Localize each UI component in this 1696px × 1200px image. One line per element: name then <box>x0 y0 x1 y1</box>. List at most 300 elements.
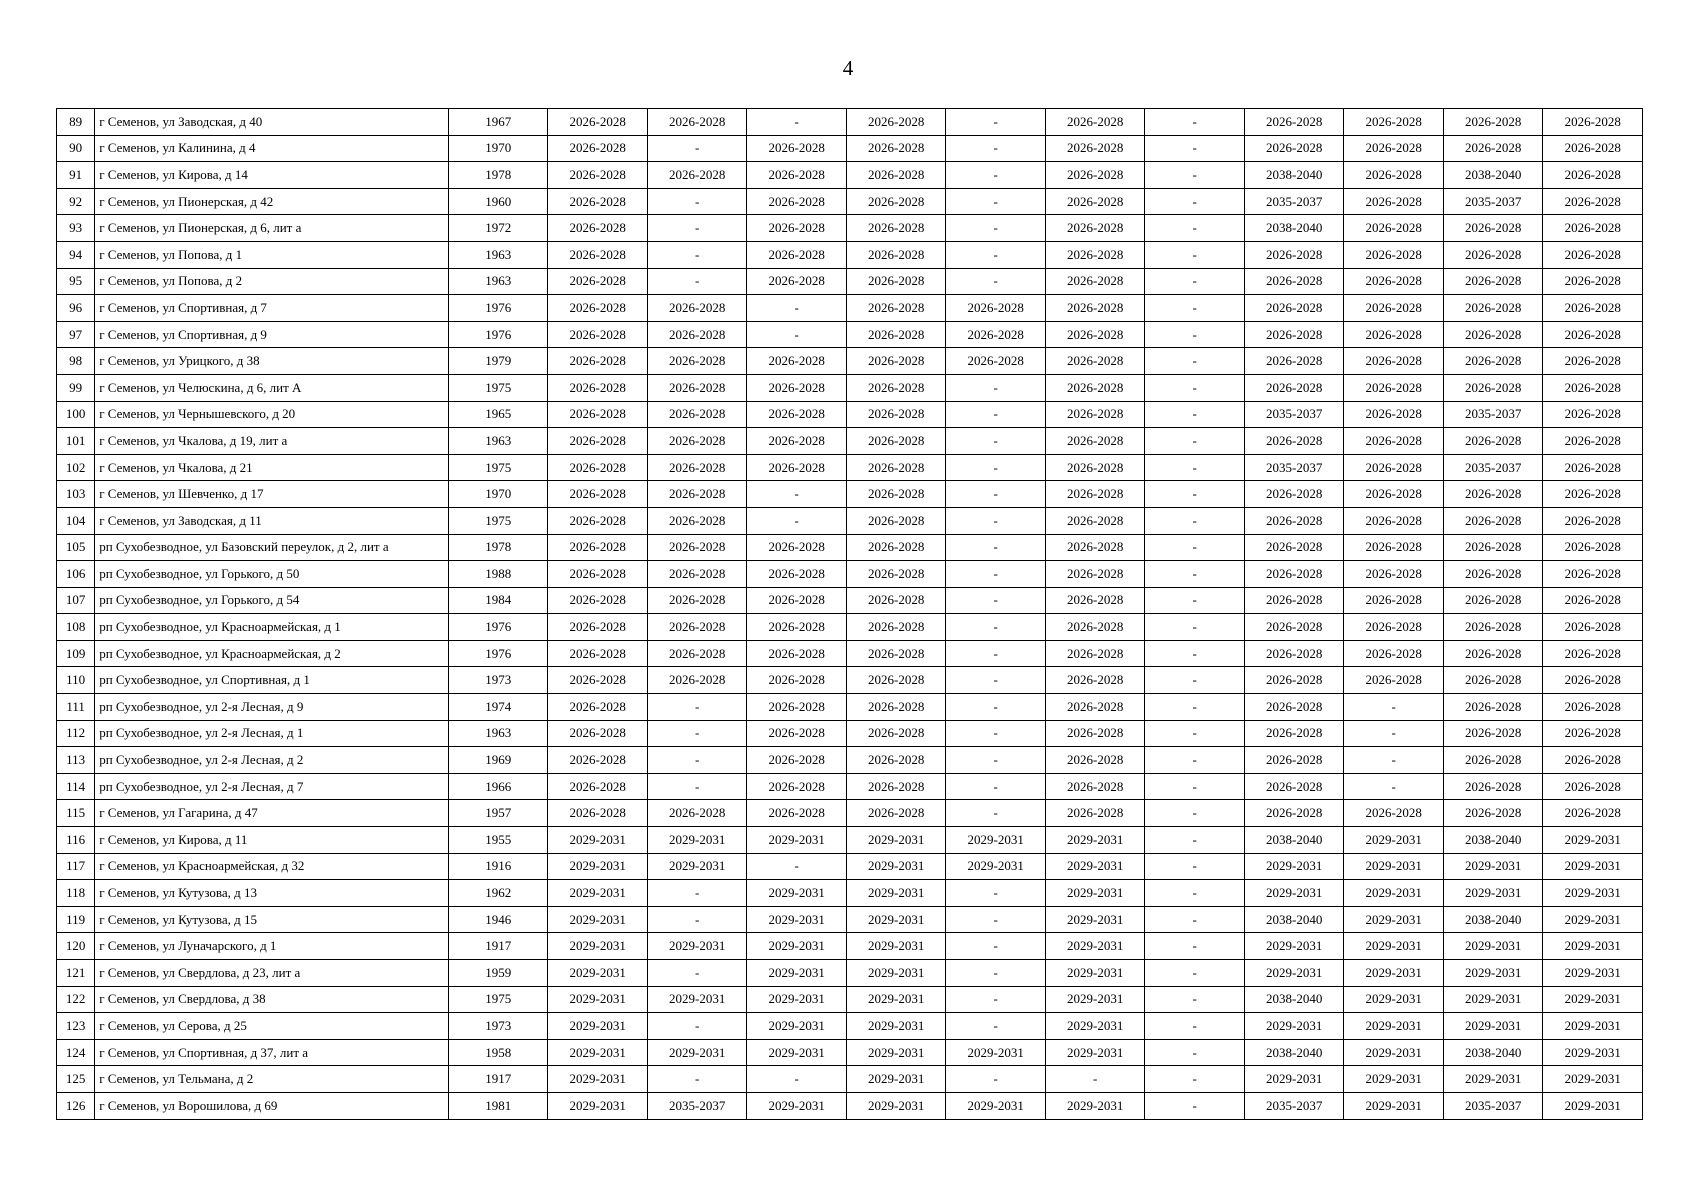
table-row <box>57 454 1643 481</box>
term-cell-6: 2029-2031 <box>1045 906 1145 933</box>
term-cell-5: 2029-2031 <box>946 853 1046 880</box>
row-number-cell: 115 <box>57 800 95 827</box>
term-cell-1: 2026-2028 <box>548 348 648 375</box>
build-year-cell: 1974 <box>448 694 548 721</box>
term-cell-1: 2029-2031 <box>548 880 648 907</box>
term-cell-3: 2026-2028 <box>747 268 847 295</box>
term-cell-1: 2029-2031 <box>548 1039 648 1066</box>
table-row <box>57 694 1643 721</box>
address-cell: рп Сухобезводное, ул 2-я Лесная, д 9 <box>95 694 449 721</box>
address-cell: рп Сухобезводное, ул 2-я Лесная, д 7 <box>95 773 449 800</box>
term-cell-9: 2026-2028 <box>1344 188 1444 215</box>
term-cell-6: 2029-2031 <box>1045 933 1145 960</box>
term-cell-5: - <box>946 773 1046 800</box>
term-cell-3: 2026-2028 <box>747 773 847 800</box>
term-cell-9: - <box>1344 720 1444 747</box>
term-cell-10: 2026-2028 <box>1443 428 1543 455</box>
build-year-cell: 1962 <box>448 880 548 907</box>
term-cell-8: 2035-2037 <box>1244 401 1344 428</box>
term-cell-4: 2026-2028 <box>846 534 946 561</box>
term-cell-9: 2029-2031 <box>1344 880 1444 907</box>
address-cell: рп Сухобезводное, ул Горького, д 54 <box>95 587 449 614</box>
term-cell-5: 2026-2028 <box>946 348 1046 375</box>
term-cell-1: 2026-2028 <box>548 534 648 561</box>
term-cell-2: 2035-2037 <box>647 1092 747 1119</box>
term-cell-1: 2029-2031 <box>548 1092 648 1119</box>
term-cell-11: 2026-2028 <box>1543 773 1643 800</box>
term-cell-8: 2026-2028 <box>1244 348 1344 375</box>
term-cell-8: 2035-2037 <box>1244 454 1344 481</box>
term-cell-5: - <box>946 880 1046 907</box>
row-number-cell: 91 <box>57 162 95 189</box>
term-cell-8: 2026-2028 <box>1244 561 1344 588</box>
term-cell-7: - <box>1145 720 1245 747</box>
row-number-cell: 122 <box>57 986 95 1013</box>
term-cell-1: 2026-2028 <box>548 561 648 588</box>
build-year-cell: 1960 <box>448 188 548 215</box>
term-cell-2: 2026-2028 <box>647 561 747 588</box>
term-cell-11: 2029-2031 <box>1543 880 1643 907</box>
term-cell-9: 2026-2028 <box>1344 374 1444 401</box>
term-cell-3: 2026-2028 <box>747 800 847 827</box>
term-cell-3: 2026-2028 <box>747 162 847 189</box>
row-number-cell: 125 <box>57 1066 95 1093</box>
term-cell-7: - <box>1145 507 1245 534</box>
term-cell-10: 2026-2028 <box>1443 374 1543 401</box>
row-number-cell: 126 <box>57 1092 95 1119</box>
row-number-cell: 102 <box>57 454 95 481</box>
term-cell-3: 2026-2028 <box>747 454 847 481</box>
term-cell-8: 2038-2040 <box>1244 1039 1344 1066</box>
term-cell-2: - <box>647 188 747 215</box>
term-cell-11: 2026-2028 <box>1543 109 1643 136</box>
row-number-cell: 97 <box>57 321 95 348</box>
term-cell-6: 2026-2028 <box>1045 773 1145 800</box>
term-cell-11: 2026-2028 <box>1543 534 1643 561</box>
term-cell-2: - <box>647 694 747 721</box>
term-cell-4: 2029-2031 <box>846 1039 946 1066</box>
term-cell-5: - <box>946 534 1046 561</box>
term-cell-9: 2026-2028 <box>1344 321 1444 348</box>
build-year-cell: 1978 <box>448 534 548 561</box>
table-row <box>57 1092 1643 1119</box>
term-cell-6: 2026-2028 <box>1045 321 1145 348</box>
build-year-cell: 1963 <box>448 720 548 747</box>
term-cell-5: - <box>946 241 1046 268</box>
term-cell-1: 2026-2028 <box>548 188 648 215</box>
term-cell-1: 2026-2028 <box>548 162 648 189</box>
term-cell-4: 2029-2031 <box>846 933 946 960</box>
term-cell-3: 2026-2028 <box>747 374 847 401</box>
term-cell-2: 2026-2028 <box>647 162 747 189</box>
term-cell-1: 2029-2031 <box>548 986 648 1013</box>
term-cell-2: 2026-2028 <box>647 800 747 827</box>
row-number-cell: 108 <box>57 614 95 641</box>
term-cell-11: 2026-2028 <box>1543 401 1643 428</box>
build-year-cell: 1946 <box>448 906 548 933</box>
term-cell-7: - <box>1145 401 1245 428</box>
term-cell-8: 2026-2028 <box>1244 800 1344 827</box>
table-row <box>57 827 1643 854</box>
term-cell-8: 2026-2028 <box>1244 694 1344 721</box>
term-cell-10: 2026-2028 <box>1443 534 1543 561</box>
term-cell-4: 2026-2028 <box>846 348 946 375</box>
term-cell-3: 2029-2031 <box>747 986 847 1013</box>
term-cell-6: 2026-2028 <box>1045 162 1145 189</box>
term-cell-2: - <box>647 268 747 295</box>
address-cell: г Семенов, ул Пионерская, д 6, лит а <box>95 215 449 242</box>
term-cell-3: 2029-2031 <box>747 933 847 960</box>
term-cell-3: 2029-2031 <box>747 880 847 907</box>
term-cell-9: 2026-2028 <box>1344 348 1444 375</box>
term-cell-11: 2026-2028 <box>1543 374 1643 401</box>
build-year-cell: 1972 <box>448 215 548 242</box>
table-row <box>57 667 1643 694</box>
table-row <box>57 374 1643 401</box>
build-year-cell: 1976 <box>448 295 548 322</box>
term-cell-6: 2026-2028 <box>1045 188 1145 215</box>
address-cell: г Семенов, ул Ворошилова, д 69 <box>95 1092 449 1119</box>
term-cell-4: 2026-2028 <box>846 374 946 401</box>
term-cell-2: 2026-2028 <box>647 109 747 136</box>
term-cell-10: 2026-2028 <box>1443 109 1543 136</box>
term-cell-3: 2026-2028 <box>747 720 847 747</box>
term-cell-4: 2026-2028 <box>846 162 946 189</box>
row-number-cell: 105 <box>57 534 95 561</box>
address-cell: г Семенов, ул Попова, д 2 <box>95 268 449 295</box>
row-number-cell: 96 <box>57 295 95 322</box>
houses-schedule-table <box>56 108 1643 1120</box>
term-cell-11: 2029-2031 <box>1543 1092 1643 1119</box>
term-cell-5: - <box>946 933 1046 960</box>
row-number-cell: 95 <box>57 268 95 295</box>
term-cell-5: - <box>946 481 1046 508</box>
term-cell-11: 2029-2031 <box>1543 906 1643 933</box>
term-cell-9: 2026-2028 <box>1344 507 1444 534</box>
term-cell-11: 2029-2031 <box>1543 1013 1643 1040</box>
row-number-cell: 109 <box>57 640 95 667</box>
term-cell-7: - <box>1145 640 1245 667</box>
address-cell: г Семенов, ул Свердлова, д 38 <box>95 986 449 1013</box>
term-cell-2: - <box>647 1013 747 1040</box>
term-cell-11: 2026-2028 <box>1543 428 1643 455</box>
term-cell-9: 2029-2031 <box>1344 827 1444 854</box>
term-cell-3: 2026-2028 <box>747 401 847 428</box>
term-cell-10: 2026-2028 <box>1443 667 1543 694</box>
row-number-cell: 92 <box>57 188 95 215</box>
address-cell: г Семенов, ул Луначарского, д 1 <box>95 933 449 960</box>
term-cell-1: 2026-2028 <box>548 667 648 694</box>
term-cell-5: - <box>946 428 1046 455</box>
term-cell-10: 2026-2028 <box>1443 321 1543 348</box>
term-cell-7: - <box>1145 1092 1245 1119</box>
term-cell-4: 2026-2028 <box>846 428 946 455</box>
term-cell-11: 2026-2028 <box>1543 188 1643 215</box>
row-number-cell: 123 <box>57 1013 95 1040</box>
table-row <box>57 800 1643 827</box>
row-number-cell: 120 <box>57 933 95 960</box>
term-cell-2: 2026-2028 <box>647 295 747 322</box>
term-cell-5: - <box>946 906 1046 933</box>
term-cell-11: 2026-2028 <box>1543 640 1643 667</box>
term-cell-1: 2026-2028 <box>548 640 648 667</box>
term-cell-6: 2026-2028 <box>1045 348 1145 375</box>
address-cell: г Семенов, ул Кирова, д 14 <box>95 162 449 189</box>
term-cell-5: - <box>946 401 1046 428</box>
term-cell-9: 2026-2028 <box>1344 667 1444 694</box>
term-cell-6: 2026-2028 <box>1045 800 1145 827</box>
term-cell-11: 2029-2031 <box>1543 1039 1643 1066</box>
table-row <box>57 188 1643 215</box>
row-number-cell: 90 <box>57 135 95 162</box>
term-cell-3: - <box>747 295 847 322</box>
address-cell: г Семенов, ул Чкалова, д 19, лит а <box>95 428 449 455</box>
term-cell-9: 2026-2028 <box>1344 215 1444 242</box>
term-cell-3: 2029-2031 <box>747 827 847 854</box>
row-number-cell: 107 <box>57 587 95 614</box>
table-row <box>57 587 1643 614</box>
term-cell-10: 2026-2028 <box>1443 241 1543 268</box>
term-cell-1: 2026-2028 <box>548 747 648 774</box>
page-number: 4 <box>842 56 854 80</box>
term-cell-11: 2026-2028 <box>1543 454 1643 481</box>
term-cell-1: 2029-2031 <box>548 1013 648 1040</box>
term-cell-7: - <box>1145 906 1245 933</box>
term-cell-10: 2029-2031 <box>1443 1066 1543 1093</box>
term-cell-9: 2029-2031 <box>1344 933 1444 960</box>
term-cell-3: 2026-2028 <box>747 667 847 694</box>
address-cell: г Семенов, ул Пионерская, д 42 <box>95 188 449 215</box>
row-number-cell: 100 <box>57 401 95 428</box>
term-cell-4: 2026-2028 <box>846 241 946 268</box>
term-cell-11: 2029-2031 <box>1543 960 1643 987</box>
term-cell-2: 2026-2028 <box>647 667 747 694</box>
table-row <box>57 880 1643 907</box>
term-cell-1: 2026-2028 <box>548 800 648 827</box>
term-cell-7: - <box>1145 1039 1245 1066</box>
term-cell-5: - <box>946 109 1046 136</box>
term-cell-9: 2026-2028 <box>1344 295 1444 322</box>
table-row <box>57 109 1643 136</box>
term-cell-7: - <box>1145 561 1245 588</box>
term-cell-10: 2026-2028 <box>1443 268 1543 295</box>
term-cell-8: 2026-2028 <box>1244 614 1344 641</box>
term-cell-11: 2026-2028 <box>1543 215 1643 242</box>
term-cell-2: 2029-2031 <box>647 933 747 960</box>
row-number-cell: 110 <box>57 667 95 694</box>
row-number-cell: 124 <box>57 1039 95 1066</box>
table-row <box>57 321 1643 348</box>
term-cell-2: 2026-2028 <box>647 428 747 455</box>
term-cell-10: 2026-2028 <box>1443 720 1543 747</box>
term-cell-3: 2026-2028 <box>747 694 847 721</box>
table-row <box>57 561 1643 588</box>
build-year-cell: 1970 <box>448 135 548 162</box>
term-cell-9: 2029-2031 <box>1344 1039 1444 1066</box>
term-cell-7: - <box>1145 454 1245 481</box>
table-row <box>57 720 1643 747</box>
term-cell-3: 2026-2028 <box>747 241 847 268</box>
term-cell-2: - <box>647 773 747 800</box>
term-cell-8: 2038-2040 <box>1244 906 1344 933</box>
term-cell-10: 2029-2031 <box>1443 933 1543 960</box>
build-year-cell: 1975 <box>448 986 548 1013</box>
term-cell-9: 2029-2031 <box>1344 1066 1444 1093</box>
term-cell-3: 2029-2031 <box>747 1013 847 1040</box>
term-cell-7: - <box>1145 880 1245 907</box>
term-cell-10: 2029-2031 <box>1443 880 1543 907</box>
term-cell-2: - <box>647 906 747 933</box>
table-row <box>57 428 1643 455</box>
term-cell-9: 2029-2031 <box>1344 853 1444 880</box>
term-cell-4: 2026-2028 <box>846 561 946 588</box>
term-cell-11: 2026-2028 <box>1543 747 1643 774</box>
term-cell-2: - <box>647 720 747 747</box>
term-cell-11: 2026-2028 <box>1543 694 1643 721</box>
table-row <box>57 1066 1643 1093</box>
term-cell-3: 2026-2028 <box>747 428 847 455</box>
term-cell-8: 2029-2031 <box>1244 880 1344 907</box>
term-cell-6: 2026-2028 <box>1045 694 1145 721</box>
term-cell-11: 2026-2028 <box>1543 241 1643 268</box>
term-cell-7: - <box>1145 348 1245 375</box>
build-year-cell: 1955 <box>448 827 548 854</box>
table-body <box>57 109 1643 1120</box>
build-year-cell: 1973 <box>448 1013 548 1040</box>
term-cell-9: 2026-2028 <box>1344 162 1444 189</box>
term-cell-2: 2026-2028 <box>647 481 747 508</box>
term-cell-4: 2026-2028 <box>846 800 946 827</box>
term-cell-4: 2029-2031 <box>846 960 946 987</box>
build-year-cell: 1970 <box>448 481 548 508</box>
table-row <box>57 215 1643 242</box>
build-year-cell: 1976 <box>448 640 548 667</box>
address-cell: г Семенов, ул Спортивная, д 9 <box>95 321 449 348</box>
term-cell-2: 2029-2031 <box>647 1039 747 1066</box>
term-cell-10: 2035-2037 <box>1443 454 1543 481</box>
term-cell-8: 2026-2028 <box>1244 428 1344 455</box>
term-cell-6: 2026-2028 <box>1045 481 1145 508</box>
table-row <box>57 747 1643 774</box>
term-cell-11: 2026-2028 <box>1543 135 1643 162</box>
term-cell-6: 2029-2031 <box>1045 827 1145 854</box>
term-cell-9: - <box>1344 694 1444 721</box>
term-cell-10: 2026-2028 <box>1443 773 1543 800</box>
term-cell-11: 2026-2028 <box>1543 162 1643 189</box>
term-cell-9: 2029-2031 <box>1344 1013 1444 1040</box>
term-cell-8: 2026-2028 <box>1244 109 1344 136</box>
term-cell-10: 2029-2031 <box>1443 960 1543 987</box>
term-cell-1: 2026-2028 <box>548 374 648 401</box>
term-cell-9: - <box>1344 747 1444 774</box>
address-cell: рп Сухобезводное, ул Горького, д 50 <box>95 561 449 588</box>
address-cell: г Семенов, ул Серова, д 25 <box>95 1013 449 1040</box>
term-cell-9: 2026-2028 <box>1344 481 1444 508</box>
term-cell-1: 2026-2028 <box>548 481 648 508</box>
term-cell-10: 2035-2037 <box>1443 188 1543 215</box>
address-cell: г Семенов, ул Заводская, д 11 <box>95 507 449 534</box>
term-cell-5: - <box>946 454 1046 481</box>
term-cell-7: - <box>1145 773 1245 800</box>
row-number-cell: 104 <box>57 507 95 534</box>
term-cell-4: 2026-2028 <box>846 694 946 721</box>
build-year-cell: 1976 <box>448 614 548 641</box>
table-row <box>57 241 1643 268</box>
term-cell-8: 2026-2028 <box>1244 481 1344 508</box>
term-cell-8: 2029-2031 <box>1244 1013 1344 1040</box>
term-cell-9: 2026-2028 <box>1344 454 1444 481</box>
term-cell-4: 2026-2028 <box>846 321 946 348</box>
term-cell-8: 2026-2028 <box>1244 507 1344 534</box>
term-cell-6: 2026-2028 <box>1045 295 1145 322</box>
term-cell-1: 2026-2028 <box>548 109 648 136</box>
address-cell: г Семенов, ул Красноармейская, д 32 <box>95 853 449 880</box>
term-cell-5: - <box>946 268 1046 295</box>
build-year-cell: 1958 <box>448 1039 548 1066</box>
table-row <box>57 986 1643 1013</box>
term-cell-7: - <box>1145 162 1245 189</box>
address-cell: г Семенов, ул Гагарина, д 47 <box>95 800 449 827</box>
term-cell-7: - <box>1145 827 1245 854</box>
build-year-cell: 1988 <box>448 561 548 588</box>
term-cell-10: 2026-2028 <box>1443 348 1543 375</box>
build-year-cell: 1973 <box>448 667 548 694</box>
term-cell-9: 2029-2031 <box>1344 986 1444 1013</box>
term-cell-5: - <box>946 135 1046 162</box>
term-cell-10: 2026-2028 <box>1443 614 1543 641</box>
term-cell-3: 2029-2031 <box>747 1039 847 1066</box>
term-cell-6: 2029-2031 <box>1045 1092 1145 1119</box>
term-cell-10: 2038-2040 <box>1443 906 1543 933</box>
term-cell-6: 2026-2028 <box>1045 268 1145 295</box>
term-cell-2: 2026-2028 <box>647 321 747 348</box>
term-cell-11: 2026-2028 <box>1543 507 1643 534</box>
term-cell-5: - <box>946 188 1046 215</box>
term-cell-5: - <box>946 1013 1046 1040</box>
term-cell-1: 2026-2028 <box>548 241 648 268</box>
term-cell-4: 2029-2031 <box>846 1013 946 1040</box>
term-cell-3: 2026-2028 <box>747 561 847 588</box>
term-cell-5: - <box>946 215 1046 242</box>
address-cell: г Семенов, ул Кутузова, д 15 <box>95 906 449 933</box>
term-cell-7: - <box>1145 188 1245 215</box>
term-cell-10: 2026-2028 <box>1443 640 1543 667</box>
address-cell: г Семенов, ул Челюскина, д 6, лит А <box>95 374 449 401</box>
term-cell-2: - <box>647 1066 747 1093</box>
term-cell-4: 2029-2031 <box>846 906 946 933</box>
term-cell-5: - <box>946 694 1046 721</box>
term-cell-9: 2029-2031 <box>1344 906 1444 933</box>
term-cell-9: 2029-2031 <box>1344 960 1444 987</box>
table-row <box>57 135 1643 162</box>
term-cell-11: 2029-2031 <box>1543 933 1643 960</box>
term-cell-5: 2026-2028 <box>946 321 1046 348</box>
table-row <box>57 614 1643 641</box>
term-cell-8: 2026-2028 <box>1244 268 1344 295</box>
term-cell-8: 2026-2028 <box>1244 534 1344 561</box>
term-cell-9: 2026-2028 <box>1344 401 1444 428</box>
term-cell-8: 2038-2040 <box>1244 215 1344 242</box>
row-number-cell: 111 <box>57 694 95 721</box>
term-cell-7: - <box>1145 800 1245 827</box>
term-cell-4: 2029-2031 <box>846 880 946 907</box>
term-cell-4: 2026-2028 <box>846 481 946 508</box>
term-cell-5: 2029-2031 <box>946 1039 1046 1066</box>
term-cell-4: 2029-2031 <box>846 986 946 1013</box>
term-cell-6: 2029-2031 <box>1045 1039 1145 1066</box>
term-cell-1: 2029-2031 <box>548 827 648 854</box>
term-cell-4: 2026-2028 <box>846 720 946 747</box>
